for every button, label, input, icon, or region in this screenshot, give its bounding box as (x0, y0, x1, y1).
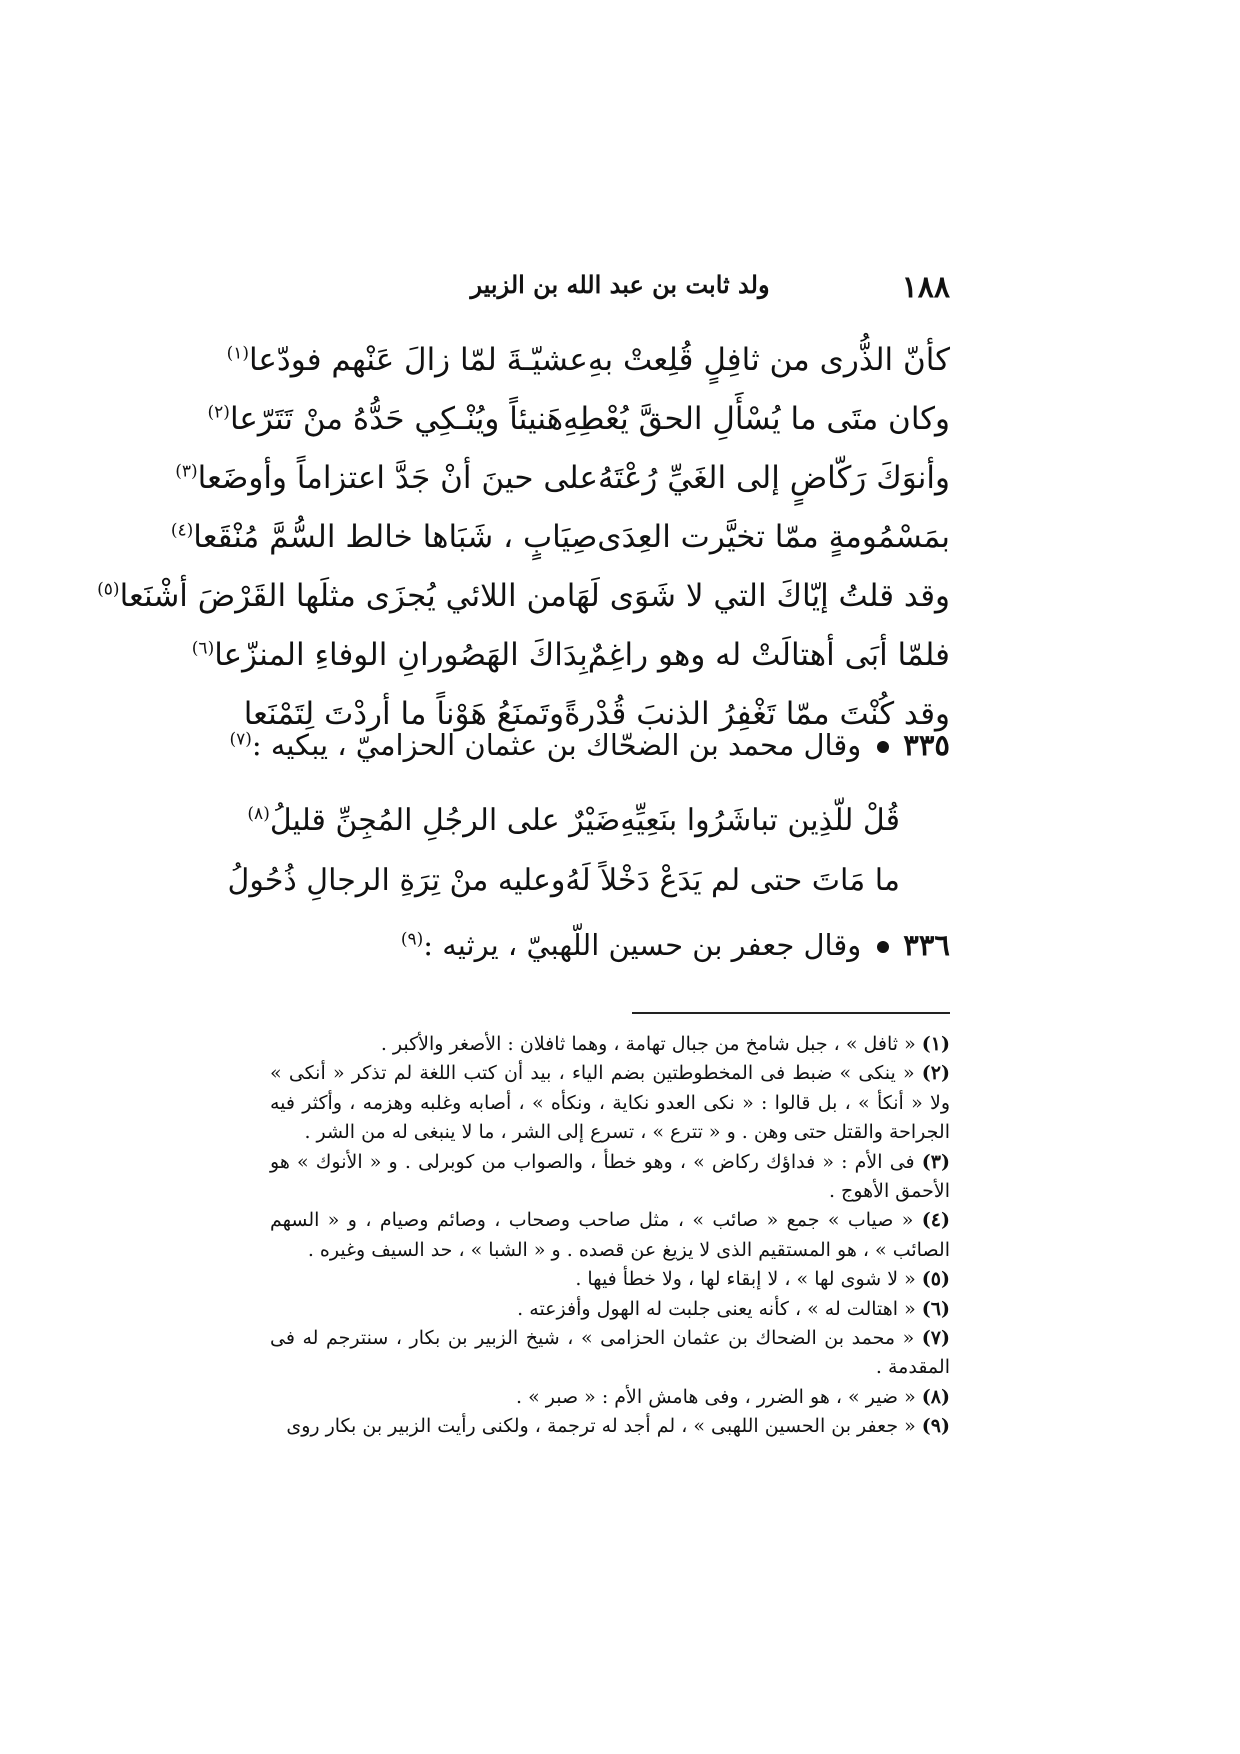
footnote-text: « ضير » ، هو الضرر ، وفى هامش الأم : « صبر » . (516, 1385, 916, 1408)
verse-line (175, 448, 950, 507)
first-hemistich: وأنوَكَ رَكّاضٍ إلى الغَيِّ رُعْتَهُ (597, 459, 950, 496)
first-hemistich: قُلْ للّذِين تباشَرُوا بنَعِيِّهِ (620, 802, 900, 838)
footnote-text: « ينكى » ضبط فى المخطوطتين بضم الياء ، بيد أن كتب اللغة لم تذكر « أنكى » ولا « أنكأ » ، بل قالوا : « نكى العدو نكاية ، ونكأه » ، أصابه وغلبه وهزمه ، وأكثر فيه الجراحة والقتل حتى وهن . و « تترع » ، تسرع إلى الشر ، ما لا ينبغى له من الشر . (270, 1062, 950, 1144)
second-hemistich: عشيّـةَ لمّا زالَ عَنْهم فودّعا$^{(١)}$ (226, 341, 588, 378)
verse-line (97, 566, 950, 625)
first-hemistich: كأنّ الذُّرى من ثافِلٍ قُلِعتْ بهِ (587, 341, 950, 378)
footnote-text: « محمد بن الضحاك بن عثمان الحزامى » ، شيخ الزبير بن بكار ، سنترجم له فى المقدمة . (270, 1327, 950, 1379)
footnote-marker: (٣) (175, 461, 198, 482)
footnote-number: (١) (921, 1033, 950, 1055)
footnote-marker: (٨) (247, 803, 270, 824)
footnote-text: « جعفر بن الحسين اللهبى » ، لم أجد له ترجمة ، ولكنى رأيت الزبير بن بكار روى (286, 1415, 916, 1438)
footnote (270, 1206, 950, 1265)
verse-line (207, 389, 950, 448)
footnote-number: (٤) (921, 1209, 950, 1232)
bullet-icon (877, 941, 889, 953)
section-number: ٣٣٦ (903, 928, 950, 962)
footnote (270, 1324, 950, 1383)
section-heading-335 (229, 728, 950, 762)
second-hemistich: هَنيئاً ويُنْـكِي حَدُّهُ منْ تَتَرّعا$^{(٢)}$ (207, 400, 564, 437)
footnote-marker: (١) (226, 343, 249, 364)
verse-line (191, 625, 950, 684)
footnote (270, 1265, 950, 1294)
section-text: وقال جعفر بن حسين اللّهبيّ ، يرثيه : (423, 928, 862, 962)
second-hemistich: بِدَاكَ الهَصُورانِ الوفاءِ المنزّعا$^{(٦)}$ (191, 636, 588, 673)
second-hemistich: على حينَ أنْ جَدَّ اعتزاماً وأوضَعا$^{(٣)}$ (175, 459, 598, 496)
first-hemistich: وقد قلتُ إيّاكَ التي لا شَوَى لَهَا (566, 577, 950, 614)
first-hemistich: وكان متَى ما يُسْأَلِ الحقَّ يُعْطِهِ (563, 400, 950, 437)
section-number: ٣٣٥ (903, 728, 950, 762)
footnote-marker: (٥) (97, 579, 120, 600)
footnote-text: « اهتالت له » ، كأنه يعنى جلبت له الهول وأفزعته . (517, 1297, 916, 1320)
footnote-text: « صياب » جمع « صائب » ، مثل صاحب وصحاب ، وصائم وصيام ، و « السهم الصائب » ، هو المستقيم الذى لا يزيغ عن قصده . و « الشبا » ، حد السيف وغيره . (270, 1209, 950, 1261)
first-hemistich: فلمّا أبَى أهتالَتْ له وهو راغِمٌ (587, 636, 950, 673)
footnote-marker: (٦) (191, 638, 215, 659)
second-hemistich: وتَمنَعُ هَوْناً ما أردْتَ لِتَمْنَعا (243, 695, 565, 732)
running-title: ولد ثابت بن عبد الله بن الزبير (470, 270, 770, 299)
second-hemistich: وعليه منْ تِرَةِ الرجالِ ذُحُولُ (227, 862, 566, 898)
footnote-text: فى الأم : « فداؤك ركاض » ، وهو خطأ ، والصواب من كوبرلى . و « الأنوك » هو الأحمق الأهوج . (270, 1150, 950, 1203)
first-hemistich: ما مَاتَ حتى لم يَدَعْ دَخْلاً لَهُ (565, 862, 900, 898)
footnotes (270, 1030, 950, 1442)
footnote (270, 1383, 950, 1412)
footnote-text: « ثافل » ، جبل شامخ من جبال تهامة ، وهما ثافلان : الأصغر والأكبر . (380, 1033, 916, 1055)
second-hemistich: صِيَابٍ ، شَبَاها خالط السُّمَّ مُنْقَعا$^{(٤)}$ (170, 518, 598, 555)
footnote-number: (٦) (921, 1297, 950, 1320)
footnote-number: (٢) (921, 1062, 951, 1085)
first-hemistich: بمَسْمُومةٍ ممّا تخيَّرت العِدَى (597, 518, 950, 555)
verse-line (247, 790, 900, 850)
footnote (270, 1148, 950, 1207)
footnote-number: (٣) (921, 1150, 950, 1173)
page-number: ١٨٨ (901, 270, 950, 305)
footnote-marker: (٤) (170, 520, 194, 541)
footnote (270, 1059, 950, 1147)
footnote-marker: (٢) (207, 402, 230, 423)
second-hemistich: ضَيْرٌ على الرجُلِ المُجِنِّ قليلُ$^{(٨)}$ (247, 802, 621, 838)
verse-line (227, 850, 900, 910)
footnote (270, 1412, 950, 1441)
footnote-number: (٥) (921, 1268, 950, 1291)
verse-line (170, 507, 950, 566)
footnote-marker: (٩) (400, 929, 424, 950)
footnote (270, 1295, 950, 1324)
section-text: وقال محمد بن الضحّاك بن عثمان الحزاميّ ، يبكيه : (251, 728, 862, 762)
footnote-divider (632, 1012, 950, 1014)
second-hemistich: من اللائي يُجزَى مثلَها القَرْضَ أشْنَعا$^{(٥)}$ (97, 577, 567, 614)
poem-second (227, 790, 900, 910)
section-heading-336 (401, 928, 950, 962)
footnote (270, 1030, 950, 1059)
poem-first (97, 330, 950, 743)
first-hemistich: وقد كُنْتَ ممّا تَغْفِرُ الذنبَ قُدْرةً (564, 695, 950, 732)
footnote-number: (٧) (921, 1327, 951, 1350)
footnote-marker: (٧) (229, 729, 252, 750)
verse-line (226, 330, 950, 389)
footnote-number: (٨) (921, 1385, 950, 1408)
bullet-icon (877, 741, 889, 753)
footnote-number: (٩) (921, 1415, 950, 1438)
footnote-text: « لا شوى لها » ، لا إبقاء لها ، ولا خطأ فيها . (575, 1268, 916, 1291)
